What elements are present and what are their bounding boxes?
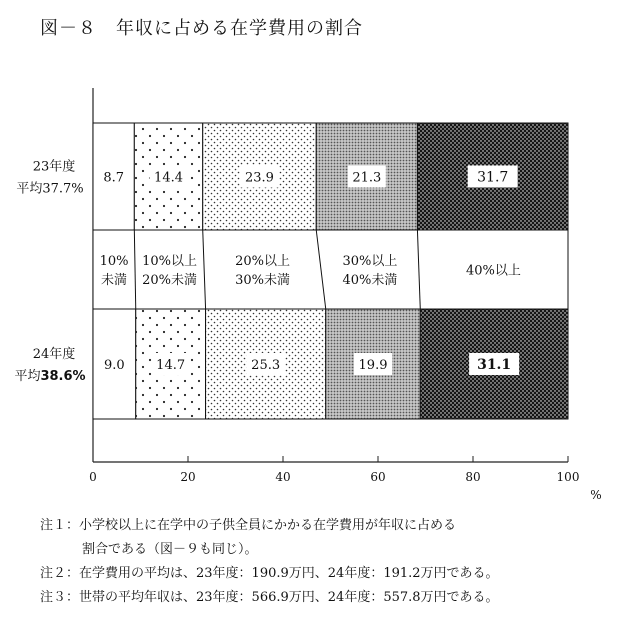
average-value: 37.7% [42, 181, 84, 197]
note-line [40, 586, 499, 610]
data-label: 14.7 [156, 358, 186, 373]
average-prefix: 平均 [16, 181, 43, 197]
x-tick-label: 40 [275, 470, 291, 484]
data-label: 21.3 [352, 170, 382, 186]
data-label: 31.7 [477, 169, 509, 186]
category-average-label [14, 369, 85, 384]
note-text: 小学校以上に在学中の子供全員にかかる在学費用が年収に占める [79, 518, 457, 533]
data-label: 9.0 [104, 358, 125, 373]
x-tick-label: 20 [180, 470, 196, 484]
note-label: 注３： [40, 590, 80, 605]
data-label: 14.4 [154, 170, 184, 186]
chart-title: 図－８ 年収に占める在学費用の割合 [40, 18, 363, 39]
x-axis-unit: % [590, 488, 602, 502]
legend-label: 40%未満 [342, 273, 398, 288]
category-average-label [16, 182, 83, 197]
legend-label: 20%未満 [142, 273, 198, 288]
note-text: 在学費用の平均は、23年度：190.9万円、24年度：191.2万円である。 [79, 566, 499, 581]
note-text: 割合である（図－９も同じ）。 [82, 542, 258, 557]
data-label: 23.9 [245, 170, 274, 186]
x-tick-label: 80 [465, 470, 481, 484]
data-label: 25.3 [251, 358, 281, 373]
x-tick-label: 0 [89, 470, 97, 484]
average-prefix: 平均 [14, 369, 41, 384]
note-line [40, 514, 499, 538]
note-label: 注２： [40, 566, 80, 581]
data-label: 8.7 [103, 170, 125, 186]
notes [40, 514, 499, 610]
legend-label: 10%以上 [142, 254, 198, 269]
note-line [40, 538, 499, 562]
average-value: 38.6% [40, 369, 86, 384]
note-line [40, 562, 499, 586]
category-label: 24年度 [32, 347, 76, 362]
note-label: 注１： [40, 518, 80, 533]
note-text: 世帯の平均年収は、23年度：566.9万円、24年度：557.8万円である。 [79, 590, 499, 605]
data-label: 31.1 [477, 357, 512, 373]
legend-label: 30%以上 [342, 254, 398, 269]
legend-label: 20%以上 [235, 254, 291, 269]
data-label: 19.9 [358, 358, 388, 373]
legend-label: 30%未満 [235, 273, 291, 288]
legend-label: 40%以上 [465, 263, 521, 279]
legend-label: 10% [99, 254, 129, 269]
category-label: 23年度 [32, 159, 76, 175]
x-tick-label: 100 [556, 470, 580, 484]
x-tick-label: 60 [370, 470, 386, 484]
legend-label: 未満 [101, 273, 128, 288]
